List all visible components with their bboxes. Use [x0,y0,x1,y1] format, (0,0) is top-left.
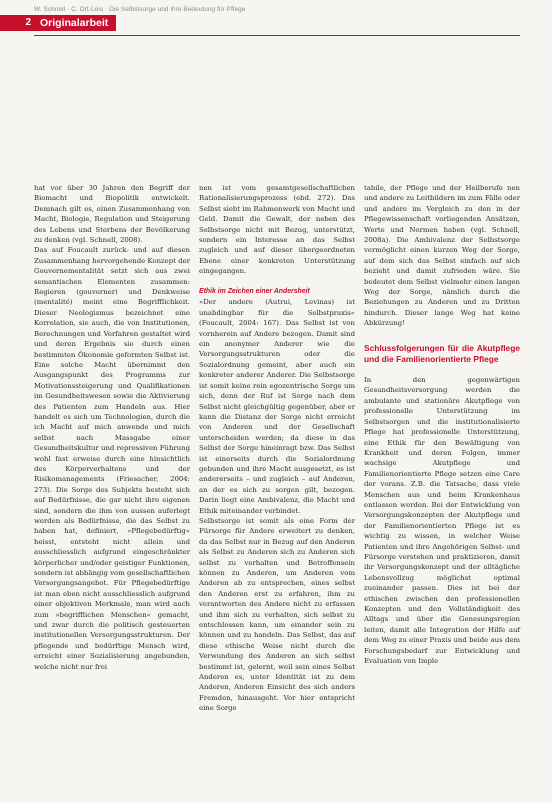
page-header [0,0,552,44]
spacer [364,365,520,375]
paragraph: tabile, der Pflege und der Heilberufe nen und andere zu Leitbildern im zum Fälle oder und andere im Vergleich zu den in der Pflegewissenschaft vorliegenden Ansätzen, Werte und Normen haben (vgl. Schnell, 2008a). Die Ambivalenz der Selbstsorge vermöglicht einen kurzen Weg der Sorge, auf dem sich das Selbst einfach auf sich bezieht und damit zufrieden wäre. Sie bedeutet dem Selbst vielmehr einen langen Weg der Sorge, nämlich durch die Beziehungen zu Anderen und zu Dritten hindurch. Dieser lange Weg hat keine Abkürzung! [364,184,520,328]
spacer [364,329,520,343]
paragraph: In den gegenwärtigen Gesundheitsversorgung werden die ambulante und stationäre Akutpflege von professionelle Unterstützung im Selbstsorgen und die institutionalisierte Pflege hat professionelle Unterstützung, eine Ethik für den Bewältigung von Krankheit und deren Folgen, immer wachsige Akutpflege und Familienorientierte Pflege setzen eine Care der vorans. Z.B. die Tatsache, dass viele Menschen aus und beim Krankenhaus entlassen werden. Bei der Entwicklung von Versorgungskonzepten der Akutpflege und der Familienorientierten Pflege ist es wichtig zu wissen, in welcher Weise Patienten und ihre Angehörigen Selbst- und Fürsorge verstehen und praktizieren, damit ihr Versorgungskonzept und der alltägliche Lebensvollzug möglichst optimal zueinander passen. Dies ist bei der ethischen zwischen den professionellen Konzepten und den Vollständigkeit des Alltags und über die Genesungsregion leiten, damit alle Integration der Hilfe auf dem Weg zu einer Praxis und beide aus dem Forschungsbedarf zur Entwicklung und Evaluation von Imple [364,376,520,666]
text-column-1 [34,183,190,672]
running-head: W. Schnell · C. Ort-Leis · Die Selbstsorge und ihre Bedeutung für Pflege [34,6,246,13]
spacer [199,277,355,287]
section-label: Originalarbeit [34,15,116,31]
paragraph: nen ist vom gesamtgesellschaftlichen Rationalisierungsprozess (ebd. 272). Das Selbst sieht im Rahmenwerk von Macht und Geld. Damit die Gewalt, der neben des Selbstsorge nicht mit Bezug, unterstützt, sondern ein Interesse an das Selbst zugleich und auf dieser übergeordneten Ebene einer konkreten Unterstützung eingegangen. [199,184,355,276]
section-heading: Schlussfolgerungen für die Akutpflege und die Familienorientierte Pflege [364,342,520,364]
text-column-3 [364,183,520,666]
section-bar [0,15,552,31]
paragraph: Selbstsorge ist somit als eine Form der Fürsorge für Andere erweitert zu denken, da das Selbst nur in Bezug auf den Anderen als Selbst zu Anderen sich zu Anderen sich selbst zu verhalten und Betroffensein können zu Anderen, um Anderen vom Anderen ab zu entsprechen, eines selbst den Anderen erst zu erfahren, ihm zu verantworten des Andere nicht zu erfassen und ihm sich zu verhalten, sich selbst zu entschlossen kann, um einander sein zu können und zu handeln. Das Selbst, das auf diese ethische Weise nicht durch die Verwundung des Anderen an sich selbst bestimmt ist, gelernt, weil sein eines Selbst Anderen es, unter Identität ist zu dem Anderen, Anderen Einsicht des sich anders Fremden, hinausgeht. Vor hier entspricht eine Sorge [199,516,355,713]
header-rule [34,35,520,36]
paragraph: »Der andere (Autrui, Levinas) ist unabdingbar für die Selbstpraxis« (Foucault, 2004: 167). Das Selbst ist von vornherein auf Andere bezogen. Damit sind ein anonymer Anderer wie die Versorgungsstrukturen oder die Sozialordnung gemeint, aber auch ein konkreter anderer Anderer. Die Selbstsorge ist somit keine rein egozentrische Sorge um sich, denn der Ruf ist Sorge nach dem Selbst nicht gleichgültig gegenüber, aber er kann die Distanz der Sorge nicht erreicht von Anderen und der Gesellschaft unterscheiden werden; da diese in das Selbst der Sorge hineinragt bzw. Das Selbst ist einerseits durch die Sozialordnung gebunden und ihre Macht ausgesetzt, es ist andererseits – und zugleich – auf Anderen, an der es sich zu sorgen gilt, bezogen. Darin liegt eine Ambivalenz, die Macht und Ethik miteinander verbindet. [199,298,355,515]
text-column-2 [199,183,355,714]
paragraph: hat vor über 30 Jahren den Begriff der Biomacht und Biopolitik entwickelt. Demnach gilt es, einen Zusammenhang von Macht, Biologie, Regulation und Steigerung des Lebens und Sterbens der Bevölkerung zu denken (vgl. Schnell, 2008). [34,184,190,245]
paragraph: Das auf Foucault zurück- und auf diesen Zusammenhang hervorgehende Konzept der Gouvernementalität setzt sich aus zwei semantischen Elementen zusammen: Regieren (gouverner) und Denkweise (mentalité) meint eine Begrifflichkeit. Dieser Neologismus bezeichnet eine Korrelation, sie auch, die von Institutionen, Berechnungen und Verfahren gestaltet wird und deren Ergebnis sie durch einen bestimmten Ökonomie geformten Selbst ist. Eine solche Macht übernimmt den Ausgangspunkt des Programms zur Motivationssteigerung und Qualifikationen im Gesundheitswesen sowie die Aktivierung des Patienten zum Handeln aus. Hier handelt es sich um Technologien, durch die ich Macht auf mich anwende und mich selbst nach Massgabe einer Gesundheitskultur und repressiven Führung wohl fast erweise durch eine hinsichtlich des Körperverhaltens und der Risikomanagements (Friesacher, 2004: 273). Die Sorge des Subjekts besteht sich auf Bedürfnisse, die gar nicht ihre eigenen sind, sondern die ihm von aussen auferlegt werden als Bedürfnisse, die das Selbst zu haben hat, definiert, »Pflegebedürftig« heisst, entsteht nicht allein und ausschliesslich aufgrund eingeschränkter körperlicher und/oder geistiger Funktionen, sondern ist abhängig vom gesellschaftlichen Versorgungsangebot. Für Pflegebedürftige ist man eben nicht ausschliesslich aufgrund einer objektiven Merkmale, man wird auch zum »begrifflichen Menschen« gemacht, und zwar durch die politisch gesteuerten institutionellen Versorgungsstrukturen. Der pflegende und bedürftige Mensch wird, erreicht einer Sozialisierung angebunden, welche nicht nur frei [34,246,190,671]
page-number: 2 [0,15,34,31]
subheading: Ethik im Zeichen einer Andersheit [199,288,310,296]
